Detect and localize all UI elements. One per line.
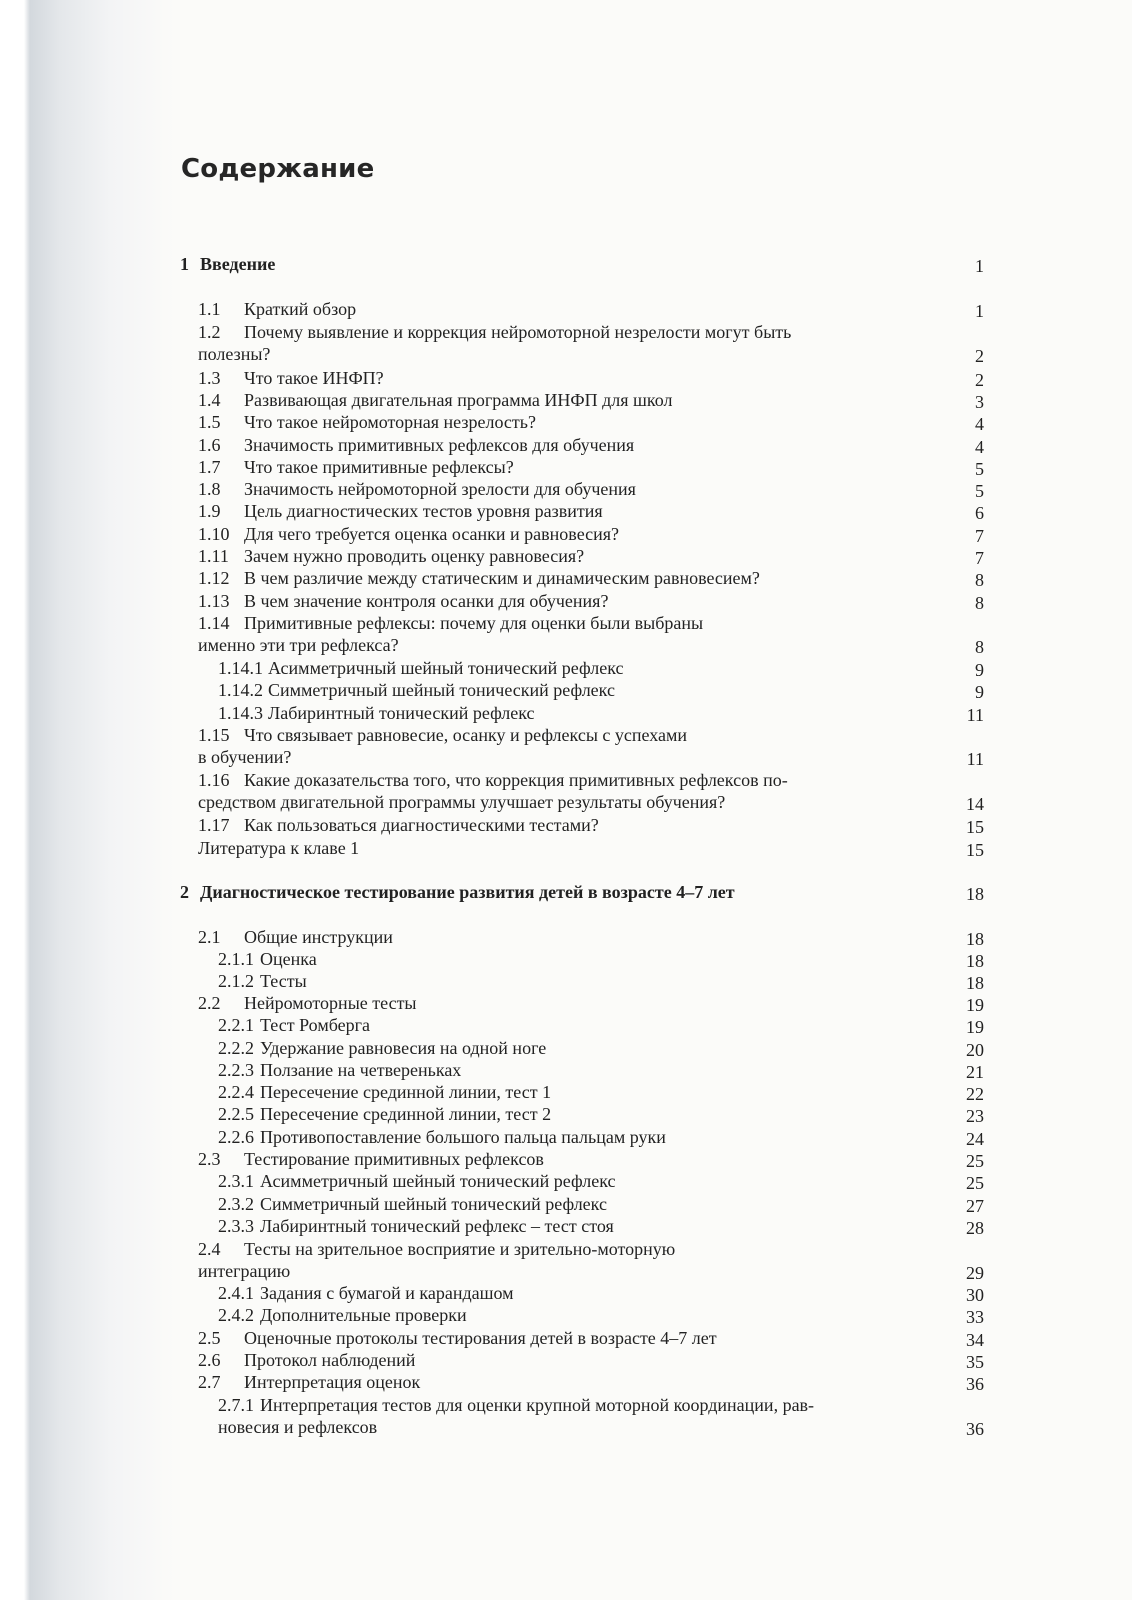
- toc-entry: [198, 434, 634, 457]
- toc-entry-continuation: средством двигательной программы улучшает результаты обучения?: [198, 792, 726, 812]
- toc-page-number: 7: [975, 526, 984, 546]
- toc-entry-title: Что такое примитивные рефлексы?: [244, 457, 514, 477]
- toc-entry-title: Как пользоваться диагностическими тестами?: [244, 815, 599, 835]
- toc-entry: [218, 1103, 551, 1126]
- toc-page-number: 29: [966, 1263, 984, 1283]
- toc-page-number: 15: [966, 840, 984, 860]
- toc-entry-title: Симметричный шейный тонический рефлекс: [260, 1194, 607, 1214]
- toc-page-number: 19: [966, 995, 984, 1015]
- toc-entry: [198, 411, 536, 434]
- toc-entry-number: 2.2.4: [218, 1082, 254, 1102]
- toc-entry-number: 1.12: [198, 568, 230, 588]
- toc-entry-number: 1.10: [198, 524, 230, 544]
- toc-entry-number: 1.3: [198, 368, 221, 388]
- toc-entry: [198, 367, 384, 390]
- toc-entry: [218, 1394, 814, 1417]
- toc-entry: [198, 523, 619, 546]
- toc-entry-number: 1.15: [198, 725, 230, 745]
- toc-page-number: 7: [975, 548, 984, 568]
- toc-entry-number: 1.17: [198, 815, 230, 835]
- toc-entry-number: 1.16: [198, 770, 230, 790]
- toc-entry-title: Удержание равновесия на одной ноге: [260, 1038, 547, 1058]
- toc-entry-title: Дополнительные проверки: [260, 1305, 467, 1325]
- toc-page-number: 9: [975, 660, 984, 680]
- toc-page-number: 6: [975, 503, 984, 523]
- toc-entry: [180, 881, 735, 904]
- toc-entry-number: 1.6: [198, 435, 221, 455]
- toc-entry-title: Пересечение срединной линии, тест 2: [260, 1104, 552, 1124]
- toc-entry-continuation: полезны?: [198, 344, 271, 364]
- toc-page-number: 18: [966, 929, 984, 949]
- toc-entry-number: 2.2.5: [218, 1104, 254, 1124]
- toc-entry-number: 1.4: [198, 390, 221, 410]
- toc-entry-title: Значимость примитивных рефлексов для обучения: [244, 435, 635, 455]
- toc-entry-title: Зачем нужно проводить оценку равновесия?: [244, 546, 585, 566]
- toc-entry-title: Литература к клаве 1: [198, 838, 360, 858]
- toc-page-number: 25: [966, 1151, 984, 1171]
- toc-entry-number: 1.7: [198, 457, 221, 477]
- toc-entry-title: Протокол наблюдений: [244, 1350, 416, 1370]
- toc-entry: [218, 1170, 615, 1193]
- toc-entry-title: Что такое ИНФП?: [244, 368, 384, 388]
- toc-entry-title: Задания с бумагой и карандашом: [260, 1283, 514, 1303]
- toc-entry: [218, 948, 317, 971]
- toc-page-number: 21: [966, 1062, 984, 1082]
- toc-entry: [198, 814, 599, 837]
- toc-entry-title: Развивающая двигательная программа ИНФП для школ: [244, 390, 673, 410]
- toc-entry-title: Тест Ромберга: [260, 1015, 370, 1035]
- toc-page-number: 25: [966, 1173, 984, 1193]
- toc-entry-title: В чем значение контроля осанки для обучения?: [244, 591, 609, 611]
- toc-page-number: 15: [966, 817, 984, 837]
- toc-entry-number: 1.14.1: [218, 658, 263, 678]
- toc-entry-title: Что связывает равновесие, осанку и рефлексы с успехами: [244, 725, 688, 745]
- toc-page-number: 28: [966, 1218, 984, 1238]
- toc-entry-title: Введение: [200, 254, 276, 274]
- toc-entry: [218, 1193, 607, 1216]
- toc-entry-number: 2.5: [198, 1328, 221, 1348]
- toc-page-number: 35: [966, 1352, 984, 1372]
- toc-page-number: 23: [966, 1106, 984, 1126]
- toc-entry: [218, 679, 615, 702]
- toc-page-number: 8: [975, 593, 984, 613]
- toc-entry-number: 2.4.1: [218, 1283, 254, 1303]
- toc-entry-title: Нейромоторные тесты: [244, 993, 417, 1013]
- toc-page-number: 22: [966, 1084, 984, 1104]
- toc-entry: [198, 612, 703, 635]
- toc-entry-number: 2.3.2: [218, 1194, 254, 1214]
- toc-entry-continuation: интеграцию: [198, 1261, 291, 1281]
- toc-entry-title: Что такое нейромоторная незрелость?: [244, 412, 536, 432]
- toc-entry-continuation: в обучении?: [198, 747, 292, 767]
- toc-entry: [198, 389, 672, 412]
- toc-entry: [218, 1304, 467, 1327]
- toc-page-number: 24: [966, 1129, 984, 1149]
- toc-entry-title: Цель диагностических тестов уровня развития: [244, 501, 603, 521]
- toc-entry-number: 2.3: [198, 1149, 221, 1169]
- toc-entry-title: Оценочные протоколы тестирования детей в возрасте 4–7 лет: [244, 1328, 717, 1348]
- toc-entry-title: Общие инструкции: [244, 927, 393, 947]
- toc-entry-number: 2.1.1: [218, 949, 254, 969]
- toc-entry-number: 2.1.2: [218, 971, 254, 991]
- toc-entry-title: Асимметричный шейный тонический рефлекс: [260, 1171, 616, 1191]
- toc-entry-number: 2.4: [198, 1239, 221, 1259]
- toc-page-number: 8: [975, 570, 984, 590]
- toc-entry-title: Тесты на зрительное восприятие и зрительно-моторную: [244, 1239, 676, 1259]
- toc-entry-title: Тесты: [260, 971, 307, 991]
- toc-entry: [198, 298, 356, 321]
- toc-entry-title: Какие доказательства того, что коррекция примитивных рефлексов по-: [244, 770, 788, 790]
- toc-page-number: 1: [975, 301, 984, 321]
- toc-entry-number: 1.2: [198, 322, 221, 342]
- toc-entry: [198, 1148, 544, 1171]
- toc-page-number: 8: [975, 637, 984, 657]
- toc-page-number: 5: [975, 459, 984, 479]
- toc-entry-number: 2.2.2: [218, 1038, 254, 1058]
- toc-entry-number: 2.3.1: [218, 1171, 254, 1191]
- toc-entry: [218, 1081, 551, 1104]
- toc-entry: [218, 1126, 666, 1149]
- toc-entry: [198, 992, 417, 1015]
- page-title: Содержание: [181, 154, 375, 184]
- toc-entry-number: 1.14.3: [218, 703, 263, 723]
- toc-entry-number: 2.2.1: [218, 1015, 254, 1035]
- toc-entry-number: 1.13: [198, 591, 230, 611]
- toc-page-number: 36: [966, 1419, 984, 1439]
- toc-page-number: 4: [975, 414, 984, 434]
- toc-entry-title: Для чего требуется оценка осанки и равновесия?: [244, 524, 620, 544]
- toc-page-number: 27: [966, 1196, 984, 1216]
- toc-entry-number: 2.4.2: [218, 1305, 254, 1325]
- toc-entry-number: 2: [180, 882, 189, 902]
- toc-entry-continuation: новесия и рефлексов: [218, 1417, 378, 1437]
- toc-entry: [198, 1238, 675, 1261]
- toc-page-number: 33: [966, 1307, 984, 1327]
- toc-page-number: 11: [966, 705, 984, 725]
- toc-entry: [218, 1014, 370, 1037]
- toc-page-number: 2: [975, 346, 984, 366]
- toc-page-number: 30: [966, 1285, 984, 1305]
- toc-entry: [198, 837, 359, 860]
- toc-entry-title: Симметричный шейный тонический рефлекс: [268, 680, 615, 700]
- toc-entry: [218, 657, 623, 680]
- toc-entry-number: 1.8: [198, 479, 221, 499]
- toc-entry: [218, 1282, 514, 1305]
- toc-entry-number: 2.2.6: [218, 1127, 254, 1147]
- toc-entry-number: 1.11: [198, 546, 229, 566]
- toc-entry-title: Ползание на четвереньках: [260, 1060, 462, 1080]
- toc-entry-title: Примитивные рефлексы: почему для оценки были выбраны: [244, 613, 704, 633]
- toc-entry-number: 1.14: [198, 613, 230, 633]
- toc-entry: [198, 590, 608, 613]
- toc-entry-title: Оценка: [260, 949, 317, 969]
- toc-entry: [198, 500, 603, 523]
- toc-entry: [180, 253, 275, 276]
- toc-entry: [198, 567, 760, 590]
- toc-entry: [198, 724, 687, 747]
- toc-entry-title: Пересечение срединной линии, тест 1: [260, 1082, 552, 1102]
- toc-page-number: 34: [966, 1330, 984, 1350]
- toc-entry-number: 1.9: [198, 501, 221, 521]
- toc-entry-title: Почему выявление и коррекция нейромоторной незрелости могут быть: [244, 322, 792, 342]
- toc-page-number: 18: [966, 951, 984, 971]
- toc-entry-number: 2.2.3: [218, 1060, 254, 1080]
- toc-page-number: 1: [975, 256, 984, 276]
- toc-entry-title: Асимметричный шейный тонический рефлекс: [268, 658, 624, 678]
- toc-entry-continuation: именно эти три рефлекса?: [198, 635, 399, 655]
- toc-entry-title: Противопоставление большого пальца пальцам руки: [260, 1127, 666, 1147]
- toc-entry: [218, 1037, 546, 1060]
- toc-entry-title: Лабиринтный тонический рефлекс – тест стоя: [260, 1216, 614, 1236]
- toc-entry-title: Краткий обзор: [244, 299, 357, 319]
- toc-entry-number: 2.7.1: [218, 1395, 254, 1415]
- toc-entry: [198, 1349, 415, 1372]
- toc-entry-number: 2.1: [198, 927, 221, 947]
- toc-entry: [198, 545, 584, 568]
- toc-entry-title: Интерпретация тестов для оценки крупной моторной координации, рав-: [260, 1395, 815, 1415]
- toc-entry-number: 2.7: [198, 1372, 221, 1392]
- toc-entry-number: 2.6: [198, 1350, 221, 1370]
- toc-entry-number: 1.1: [198, 299, 221, 319]
- toc-entry-number: 2.3.3: [218, 1216, 254, 1236]
- toc-entry: [198, 1371, 420, 1394]
- toc-page-number: 2: [975, 370, 984, 390]
- toc-page-number: 18: [966, 884, 984, 904]
- toc-entry: [198, 321, 791, 344]
- toc-page-number: 4: [975, 437, 984, 457]
- toc-entry-number: 2.2: [198, 993, 221, 1013]
- toc-entry: [198, 456, 514, 479]
- toc-entry: [218, 1215, 614, 1238]
- toc-page-number: 20: [966, 1040, 984, 1060]
- toc-page-number: 14: [966, 794, 984, 814]
- toc-page-number: 9: [975, 682, 984, 702]
- toc-page-number: 19: [966, 1017, 984, 1037]
- toc-page-number: 36: [966, 1374, 984, 1394]
- toc-entry: [198, 769, 788, 792]
- toc-entry-number: 1: [180, 254, 189, 274]
- toc-page-number: 5: [975, 481, 984, 501]
- toc-entry-title: В чем различие между статическим и динамическим равновесием?: [244, 568, 760, 588]
- toc-entry-title: Тестирование примитивных рефлексов: [244, 1149, 544, 1169]
- toc-page-number: 18: [966, 973, 984, 993]
- toc-entry: [218, 702, 535, 725]
- toc-page-number: 11: [966, 749, 984, 769]
- toc-entry-title: Лабиринтный тонический рефлекс: [268, 703, 535, 723]
- toc-page-number: 3: [975, 392, 984, 412]
- toc-entry: [218, 970, 307, 993]
- toc-entry-number: 1.14.2: [218, 680, 263, 700]
- toc-entry-title: Значимость нейромоторной зрелости для обучения: [244, 479, 636, 499]
- toc-entry: [218, 1059, 461, 1082]
- toc-entry-title: Интерпретация оценок: [244, 1372, 421, 1392]
- toc-entry-number: 1.5: [198, 412, 221, 432]
- toc-entry: [198, 926, 393, 949]
- toc-entry: [198, 478, 636, 501]
- toc-entry-title: Диагностическое тестирование развития детей в возрасте 4–7 лет: [200, 882, 735, 902]
- toc-entry: [198, 1327, 717, 1350]
